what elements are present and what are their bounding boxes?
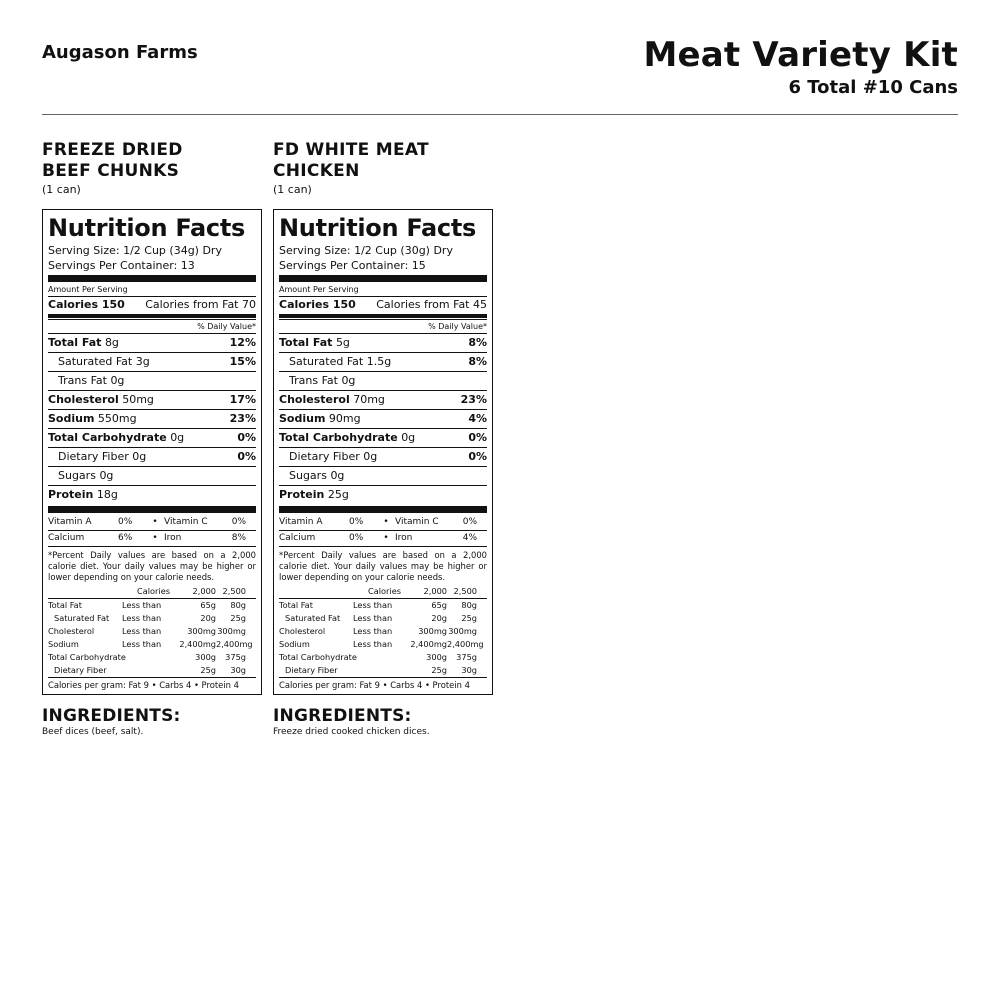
dv-cell: 375g <box>225 652 246 662</box>
calories-value: Calories 150 <box>279 298 356 311</box>
dv-cell: 375g <box>456 652 477 662</box>
nutrient-daily-value: 23% <box>460 393 487 406</box>
bullet-separator: • <box>383 517 389 527</box>
vitamin-value: 6% <box>118 533 133 543</box>
nutrient-label <box>48 353 150 371</box>
nutrient-amount: 0g <box>170 431 185 444</box>
nutrient-label <box>279 448 377 466</box>
dv-cell: Less than <box>353 639 393 649</box>
dv-cell: 300g <box>426 652 447 662</box>
dv-cell: 25g <box>230 613 246 623</box>
dv-cell: Dietary Fiber <box>285 665 338 675</box>
nutrient-label <box>279 353 391 371</box>
nutrient-amount: 0g <box>330 469 345 482</box>
nutrient-row <box>279 333 487 352</box>
nutrient-label <box>48 372 124 390</box>
nutrient-row <box>48 428 256 447</box>
nutrient-amount: 25g <box>327 488 349 501</box>
dv-cell: Total Fat <box>48 600 82 610</box>
thick-rule <box>48 506 256 513</box>
nutrient-amount: 8g <box>104 336 119 349</box>
dv-cell: Less than <box>122 626 162 636</box>
ingredients-heading: INGREDIENTS: <box>42 706 181 726</box>
nutrient-daily-value: 23% <box>229 412 256 425</box>
nutrient-amount: 0g <box>401 431 416 444</box>
dv-cell: 20g <box>431 613 447 623</box>
ingredients-text: Freeze dried cooked chicken dices. <box>273 727 430 737</box>
nutrient-name: Total Fat <box>279 336 333 349</box>
ingredients-heading: INGREDIENTS: <box>273 706 412 726</box>
vitamin-value: 0% <box>231 517 246 527</box>
vitamin-value: 0% <box>349 517 364 527</box>
nutrient-label <box>279 372 355 390</box>
nutrient-amount: 0g <box>99 469 114 482</box>
bullet-separator: • <box>383 533 389 543</box>
ingredients-text: Beef dices (beef, salt). <box>42 727 144 737</box>
nutrient-label <box>48 486 118 504</box>
ingredients-beef <box>42 705 262 738</box>
daily-value-table-row <box>279 599 487 612</box>
daily-value-table-row <box>48 651 256 664</box>
nutrient-amount: 550mg <box>97 412 137 425</box>
daily-value-table-row <box>279 638 487 651</box>
product-count: (1 can) <box>273 183 312 196</box>
nutrient-name: Sugars <box>58 469 96 482</box>
nutrient-name: Sodium <box>279 412 326 425</box>
calories-per-gram: Calories per gram: Fat 9 • Carbs 4 • Protein 4 <box>48 677 256 692</box>
daily-value-table-row <box>279 612 487 625</box>
nutrient-row <box>279 371 487 390</box>
nutrient-name: Protein <box>279 488 325 501</box>
dv-header-cell: 2,500 <box>222 586 246 596</box>
nutrient-amount: 1.5g <box>366 355 392 368</box>
page-title: Meat Variety Kit <box>643 35 958 75</box>
dv-header-cell: Calories <box>137 586 170 596</box>
nutrient-row <box>279 466 487 485</box>
daily-value-table-row <box>48 612 256 625</box>
nutrient-label <box>48 467 113 485</box>
daily-value-table-header <box>279 585 487 598</box>
dv-cell: Total Carbohydrate <box>279 652 357 662</box>
nutrient-row <box>48 333 256 352</box>
dv-cell: 2,400mg <box>216 639 253 649</box>
nutrient-name: Protein <box>48 488 94 501</box>
nutrient-row <box>279 390 487 409</box>
nutrient-label <box>48 429 184 447</box>
title-block <box>643 34 958 100</box>
nutrient-label <box>279 429 415 447</box>
nutrient-amount: 5g <box>335 336 350 349</box>
dv-cell: Cholesterol <box>279 626 326 636</box>
vitamin-label: Iron <box>164 533 182 543</box>
ingredients-chicken <box>273 705 493 738</box>
dv-cell: 2,400mg <box>410 639 447 649</box>
nutrient-row <box>48 485 256 504</box>
nutrient-daily-value: 12% <box>229 336 256 349</box>
nutrient-daily-value: 17% <box>229 393 256 406</box>
nutrient-row <box>48 409 256 428</box>
nutrient-label <box>48 448 146 466</box>
daily-value-footnote: *Percent Daily values are based on a 2,000 calorie diet. Your daily values may be higher or lower depending on your calorie needs. <box>279 546 487 585</box>
daily-value-header: % Daily Value* <box>279 319 487 333</box>
dv-cell: Less than <box>122 639 162 649</box>
vitamin-value: 8% <box>231 533 246 543</box>
calories-row <box>279 296 487 313</box>
nutrient-label <box>279 410 361 428</box>
brand-name: Augason Farms <box>42 42 198 63</box>
calories-per-gram: Calories per gram: Fat 9 • Carbs 4 • Protein 4 <box>279 677 487 692</box>
nutrient-label <box>48 334 119 352</box>
nutrient-label <box>279 467 344 485</box>
page-subtitle: 6 Total #10 Cans <box>788 77 958 98</box>
daily-value-table <box>279 585 487 677</box>
daily-value-table-header <box>48 585 256 598</box>
nutrient-amount: 70mg <box>353 393 385 406</box>
medium-rule <box>48 314 256 318</box>
nutrition-facts-title: Nutrition Facts <box>48 214 246 242</box>
dv-cell: Cholesterol <box>48 626 95 636</box>
nutrient-name: Trans Fat <box>58 374 107 387</box>
nutrient-label <box>279 334 350 352</box>
nutrient-row <box>48 352 256 371</box>
dv-cell: 65g <box>431 600 447 610</box>
dv-cell: 2,400mg <box>179 639 216 649</box>
nutrient-label <box>279 391 385 409</box>
thick-rule <box>279 506 487 513</box>
calories-from-fat: Calories from Fat 70 <box>145 298 256 311</box>
dv-cell: 30g <box>230 665 246 675</box>
dv-cell: 2,400mg <box>447 639 484 649</box>
dv-cell: 300mg <box>418 626 447 636</box>
nutrient-label <box>48 410 137 428</box>
dv-cell <box>122 651 170 664</box>
daily-value-table-row <box>279 625 487 638</box>
vitamin-value: 0% <box>118 517 133 527</box>
nutrient-label <box>48 391 154 409</box>
nutrition-facts-title: Nutrition Facts <box>279 214 477 242</box>
dv-cell: 25g <box>431 665 447 675</box>
product-chicken <box>273 140 495 690</box>
nutrient-daily-value: 8% <box>468 336 487 349</box>
dv-cell: Sodium <box>279 639 310 649</box>
nutrient-daily-value: 4% <box>468 412 487 425</box>
dv-cell: Less than <box>353 600 393 610</box>
dv-cell: 25g <box>461 613 477 623</box>
nutrient-daily-value: 0% <box>237 431 256 444</box>
nutrient-name: Saturated Fat <box>289 355 364 368</box>
calories-row <box>48 296 256 313</box>
thick-rule <box>48 275 256 282</box>
daily-value-table-row <box>279 664 487 677</box>
dv-header-cell: 2,000 <box>423 586 447 596</box>
servings-per-container: Servings Per Container: 15 <box>279 259 426 272</box>
dv-cell: 300g <box>195 652 216 662</box>
dv-cell: Total Fat <box>279 600 313 610</box>
header-divider <box>42 114 958 115</box>
dv-cell: 80g <box>230 600 246 610</box>
nutrient-name: Trans Fat <box>289 374 338 387</box>
nutrient-row <box>48 466 256 485</box>
nutrition-facts-panel <box>42 209 262 695</box>
nutrient-daily-value: 0% <box>468 450 487 463</box>
dv-cell: Total Carbohydrate <box>48 652 126 662</box>
nutrient-row <box>48 390 256 409</box>
dv-cell: Less than <box>122 613 162 623</box>
product-name-line-2: BEEF CHUNKS <box>42 161 180 181</box>
nutrient-amount: 50mg <box>122 393 154 406</box>
vitamin-label: Calcium <box>279 533 316 543</box>
nutrient-daily-value: 15% <box>229 355 256 368</box>
medium-rule <box>279 314 487 318</box>
nutrient-amount: 3g <box>135 355 150 368</box>
nutrient-amount: 90mg <box>328 412 361 425</box>
vitamin-row <box>48 515 256 530</box>
nutrient-label <box>279 486 349 504</box>
nutrient-name: Total Fat <box>48 336 102 349</box>
dv-header-cell: Calories <box>368 586 401 596</box>
dv-cell: Dietary Fiber <box>54 665 107 675</box>
nutrient-row <box>279 409 487 428</box>
nutrient-daily-value: 0% <box>468 431 487 444</box>
daily-value-table-row <box>279 651 487 664</box>
nutrient-amount: 0g <box>110 374 125 387</box>
dv-cell: 25g <box>200 665 216 675</box>
nutrient-row <box>48 447 256 466</box>
dv-cell: Less than <box>122 600 162 610</box>
dv-cell: 300mg <box>448 626 477 636</box>
nutrient-name: Sugars <box>289 469 327 482</box>
dv-header-cell: 2,500 <box>453 586 477 596</box>
dv-cell: 80g <box>461 600 477 610</box>
vitamin-row <box>279 530 487 546</box>
dv-cell: Sodium <box>48 639 79 649</box>
dv-cell: 300mg <box>217 626 246 636</box>
vitamin-row <box>48 530 256 546</box>
dv-header-cell <box>48 585 122 598</box>
amount-per-serving-label: Amount Per Serving <box>48 285 128 294</box>
nutrient-row <box>279 447 487 466</box>
serving-size: Serving Size: 1/2 Cup (34g) Dry <box>48 244 222 257</box>
nutrient-name: Cholesterol <box>279 393 350 406</box>
dv-cell: Less than <box>353 626 393 636</box>
vitamin-label: Vitamin C <box>164 517 208 527</box>
nutrient-row <box>48 371 256 390</box>
nutrient-row <box>279 428 487 447</box>
vitamin-label: Vitamin A <box>279 517 323 527</box>
vitamin-label: Vitamin C <box>395 517 439 527</box>
dv-cell: 65g <box>200 600 216 610</box>
nutrient-daily-value: 8% <box>468 355 487 368</box>
daily-value-table-row <box>48 599 256 612</box>
dv-cell <box>122 664 170 677</box>
nutrient-amount: 0g <box>363 450 378 463</box>
dv-cell: Saturated Fat <box>285 613 341 623</box>
vitamin-value: 4% <box>462 533 477 543</box>
thick-rule <box>279 275 487 282</box>
dv-cell: Saturated Fat <box>54 613 110 623</box>
nutrient-name: Saturated Fat <box>58 355 133 368</box>
nutrient-name: Dietary Fiber <box>58 450 129 463</box>
nutrient-name: Dietary Fiber <box>289 450 360 463</box>
nutrient-daily-value: 0% <box>237 450 256 463</box>
daily-value-header: % Daily Value* <box>48 319 256 333</box>
dv-header-cell <box>279 585 353 598</box>
dv-cell: 300mg <box>187 626 216 636</box>
servings-per-container: Servings Per Container: 13 <box>48 259 195 272</box>
product-count: (1 can) <box>42 183 81 196</box>
dv-header-cell: 2,000 <box>192 586 216 596</box>
dv-cell <box>353 664 401 677</box>
nutrition-facts-panel <box>273 209 493 695</box>
product-beef <box>42 140 264 690</box>
vitamin-label: Vitamin A <box>48 517 92 527</box>
product-name-line-1: FD WHITE MEAT <box>273 140 429 160</box>
nutrient-row <box>279 485 487 504</box>
nutrient-amount: 18g <box>96 488 118 501</box>
calories-value: Calories 150 <box>48 298 125 311</box>
calories-from-fat: Calories from Fat 45 <box>376 298 487 311</box>
product-name-line-1: FREEZE DRIED <box>42 140 183 160</box>
daily-value-table-row <box>48 638 256 651</box>
bullet-separator: • <box>152 533 158 543</box>
nutrient-name: Cholesterol <box>48 393 119 406</box>
daily-value-table-row <box>48 664 256 677</box>
dv-cell: Less than <box>353 613 393 623</box>
nutrient-row <box>279 352 487 371</box>
amount-per-serving-label: Amount Per Serving <box>279 285 359 294</box>
nutrient-name: Sodium <box>48 412 95 425</box>
dv-cell: 30g <box>461 665 477 675</box>
daily-value-table-row <box>48 625 256 638</box>
bullet-separator: • <box>152 517 158 527</box>
vitamin-label: Calcium <box>48 533 85 543</box>
nutrient-amount: 0g <box>132 450 147 463</box>
daily-value-footnote: *Percent Daily values are based on a 2,000 calorie diet. Your daily values may be higher or lower depending on your calorie needs. <box>48 546 256 585</box>
nutrient-name: Total Carbohydrate <box>279 431 398 444</box>
product-name-line-2: CHICKEN <box>273 161 360 181</box>
vitamin-row <box>279 515 487 530</box>
dv-cell: 20g <box>200 613 216 623</box>
vitamin-label: Iron <box>395 533 413 543</box>
daily-value-table <box>48 585 256 677</box>
nutrient-name: Total Carbohydrate <box>48 431 167 444</box>
serving-size: Serving Size: 1/2 Cup (30g) Dry <box>279 244 453 257</box>
vitamin-value: 0% <box>462 517 477 527</box>
dv-cell <box>353 651 401 664</box>
nutrient-amount: 0g <box>341 374 356 387</box>
vitamin-value: 0% <box>349 533 364 543</box>
